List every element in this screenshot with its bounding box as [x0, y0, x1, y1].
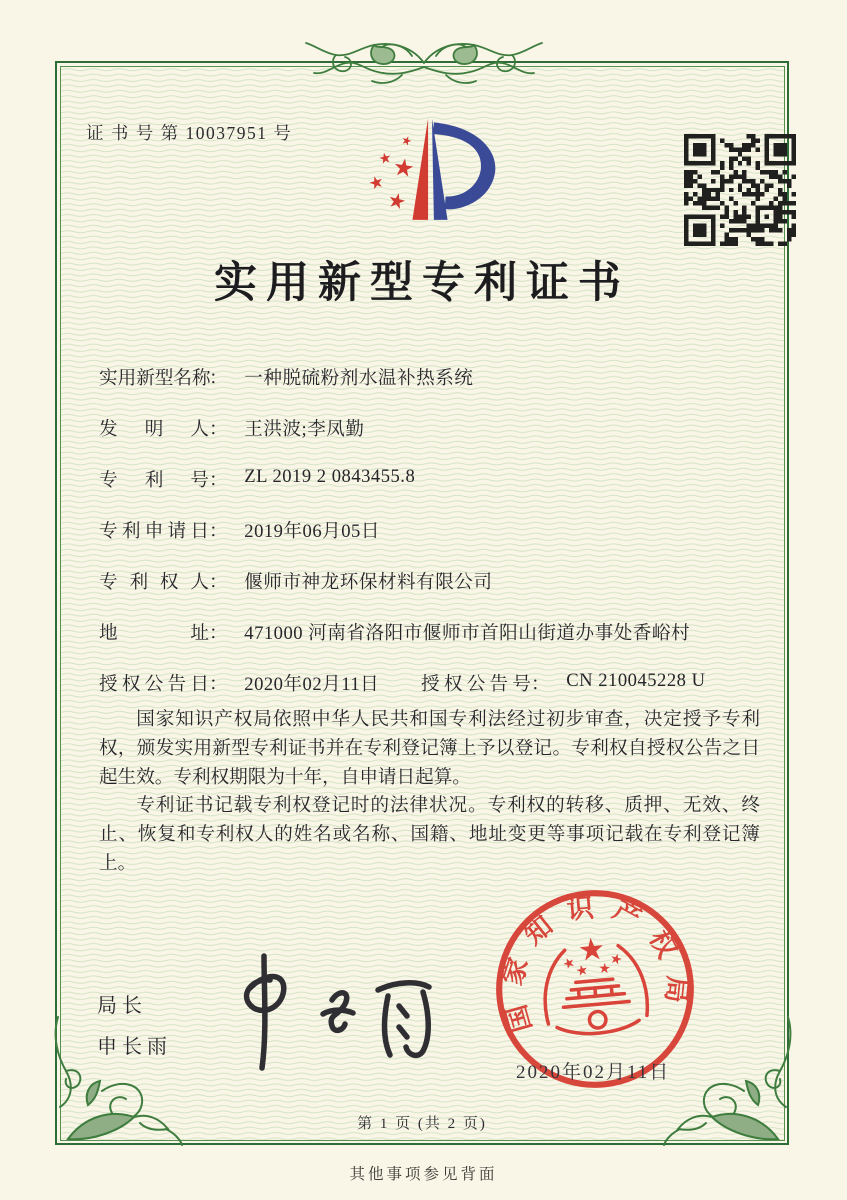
field-label: 授权公告号	[421, 674, 531, 695]
field-value: CN 210045228 U	[566, 670, 706, 691]
body-paragraph-2: 专利证书记载专利权登记时的法律状况。专利权的转移、质押、无效、终止、恢复和专利权人的姓名或名称、国籍、地址变更等事项记载在专利登记簿上。	[99, 795, 760, 874]
field-row-address: 地址： 471000 河南省洛阳市偃师市首阳山街道办事处香峪村	[99, 619, 771, 639]
field-row-name: 实用新型名称： 一种脱硫粉剂水温补热系统	[99, 364, 771, 384]
cnipa-logo-icon	[352, 114, 508, 236]
page-indicator: 第 1 页 (共 2 页)	[357, 1116, 487, 1132]
field-label: 实用新型名称	[99, 368, 211, 389]
qr-code	[684, 134, 796, 246]
field-value: ZL 2019 2 0843455.8	[244, 466, 416, 487]
body-paragraph-1: 国家知识产权局依照中华人民共和国专利法经过初步审查，决定授予专利权，颁发实用新型专利证书并在专利登记簿上予以登记。专利权自授权公告之日起生效。专利权期限为十年，自申请日起算。	[99, 709, 760, 788]
field-value: 偃师市神龙环保材料有限公司	[244, 572, 493, 593]
field-row-inventor: 发明人： 王洪波;李凤勤	[99, 415, 771, 435]
certificate-fields	[99, 364, 771, 721]
field-label: 发明人	[99, 419, 209, 440]
director-title: 局长	[97, 995, 147, 1017]
field-row-filing-date: 专利申请日： 2019年06月05日	[99, 517, 771, 537]
field-label: 专利号	[99, 470, 209, 491]
field-label: 专利权人	[99, 572, 209, 593]
field-value: 王洪波;李凤勤	[244, 419, 365, 440]
field-label: 地址	[99, 623, 209, 644]
certificate-number: 证 书 号 第 10037951 号	[86, 123, 293, 143]
national-emblem-icon	[560, 935, 624, 977]
director-signature	[212, 948, 444, 1076]
legal-text	[99, 706, 760, 879]
seal-date: 2020年02月11日	[516, 1062, 671, 1083]
field-value: 2020年02月11日	[244, 674, 380, 695]
director-name: 申长雨	[97, 1036, 172, 1058]
field-row-grant: 授权公告日： 2020年02月11日 授权公告号： CN 210045228 U	[99, 670, 706, 695]
field-grant-no: 授权公告号： CN 210045228 U	[421, 670, 706, 695]
field-value: 2019年06月05日	[244, 521, 380, 542]
field-value: 471000 河南省洛阳市偃师市首阳山街道办事处香峪村	[244, 623, 691, 644]
back-note: 其他事项参见背面	[349, 1166, 498, 1183]
seal-text: 国家知识产权局	[496, 891, 693, 1036]
field-row-patentee: 专利权人： 偃师市神龙环保材料有限公司	[99, 568, 771, 588]
field-label: 授权公告日	[99, 674, 209, 695]
certificate-title: 实用新型专利证书	[214, 260, 630, 307]
field-row-patent-no: 专利号： ZL 2019 2 0843455.8	[99, 466, 416, 491]
field-value: 一种脱硫粉剂水温补热系统	[244, 368, 474, 389]
field-label: 专利申请日	[99, 521, 209, 542]
